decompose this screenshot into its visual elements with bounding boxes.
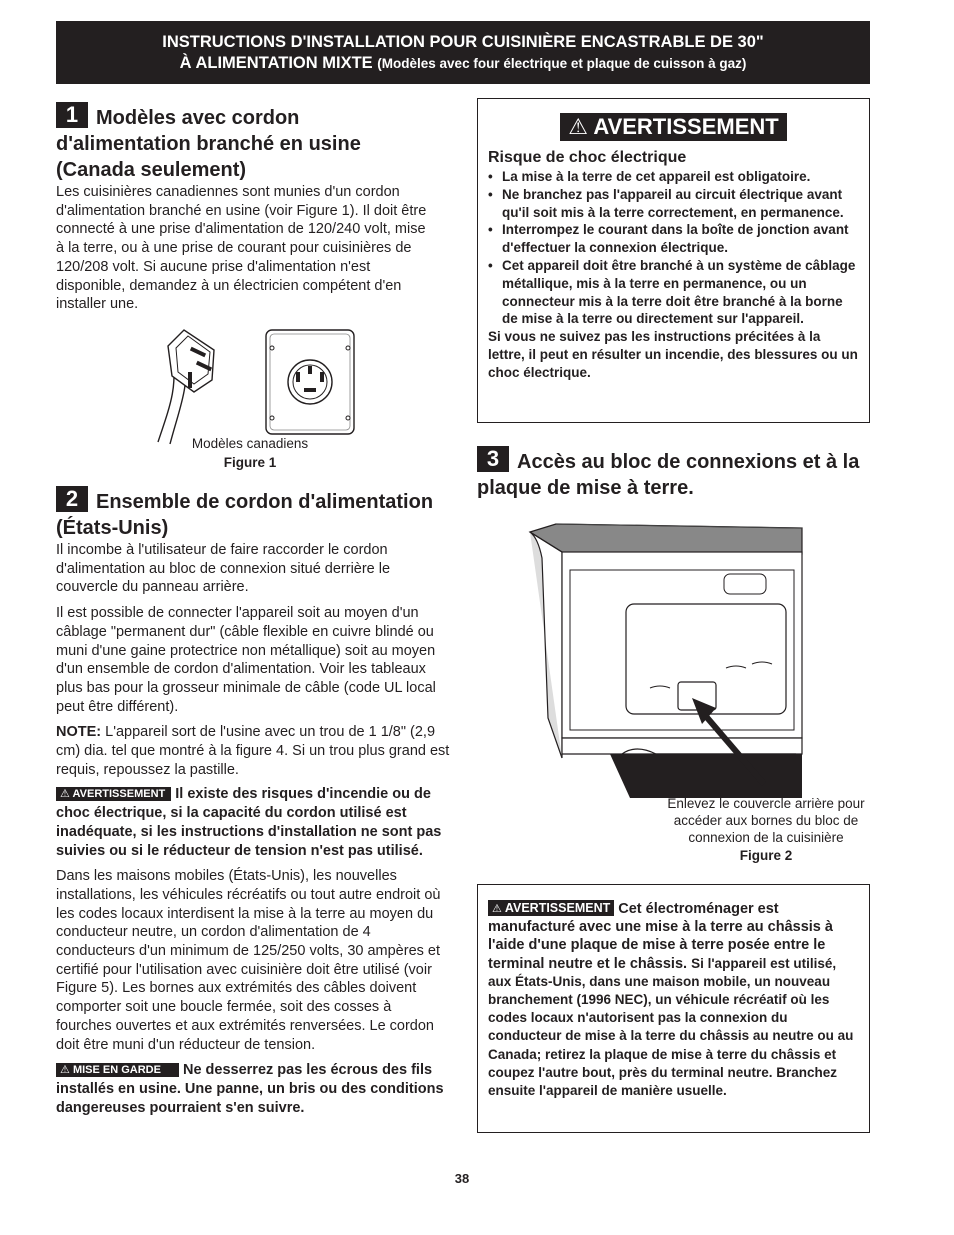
warning-triangle-icon: ⚠ — [60, 788, 70, 801]
section-3-number: 3 — [477, 446, 509, 472]
section-2 — [56, 486, 450, 1117]
section-3 — [477, 446, 869, 501]
section-2-caution — [56, 1061, 450, 1117]
section-2-number: 2 — [56, 486, 88, 512]
range-rear-view-icon — [526, 518, 808, 798]
section-1-heading — [56, 102, 436, 183]
section-2-note — [56, 723, 450, 779]
warning-bullet: • La mise à la terre de cet appareil est obligatoire. — [502, 168, 859, 186]
page-header — [56, 21, 870, 84]
figure-2-illustration — [526, 518, 808, 798]
section-2-title: Ensemble de cordon d'alimentation (États-Unis) — [56, 491, 434, 539]
warning-bullet: • Ne branchez pas l'appareil au circuit électrique avant qu'il soit mis à la terre correctement, en permanence. — [502, 186, 859, 222]
warning-bullet: • Interrompez le courant dans la boîte de jonction avant d'effectuer la connexion électrique. — [502, 221, 859, 257]
figure-1-caption: Figure 1 — [223, 455, 277, 470]
warning-heading: Risque de choc électrique — [488, 149, 687, 166]
section-3-heading — [477, 446, 869, 501]
ground-warning-text-2: Si l'appareil est utilisé, aux États-Unis, dans une maison mobile, un nouveau branchement (1996 NEC), un véhicule récréatif où les codes locaux n'autorisent pas la connexion du conducteur de mise à la terre du châssis au neutre ou au Canada; retirez la plaque de mise à terre du châssis et coupez l'autre bout, près du terminal neutre. Branchez ensuite l'appareil de manière usuelle. — [488, 955, 854, 1099]
section-1-title: Modèles avec cordon d'alimentation branché en usine (Canada seulement) — [56, 107, 361, 181]
ground-warning-badge-label: AVERTISSEMENT — [504, 901, 611, 915]
section-2-paragraph-2: Il est possible de connecter l'appareil soit au moyen d'un câblage "permanent dur" (câble flexible en cuivre blindé ou muni d'une gaine protectrice non métallique) soit au moyen d'un ensemble de cordon d'alimentation. Voir les tableaux plus bas pour la grosseur minimale de câble (code UL local peut être différent). — [56, 605, 436, 715]
ground-warning-box — [477, 884, 870, 1133]
section-1 — [56, 102, 436, 314]
section-1-body: Les cuisinières canadiennes sont munies d'un cordon d'alimentation branché en usine (voir Figure 1). Il doit être connecté à une prise d'alimentation de 120/240 volt, mise à la terre, ou à une prise de courant pour cuisinières de 120/208 volt. Si aucune prise d'alimentation n'est disponible, demandez à un électricien compétent d'en installer une. — [56, 184, 427, 313]
figure-1-label: Modèles canadiens — [191, 436, 309, 451]
warning-banner-label: AVERTISSEMENT — [593, 114, 779, 139]
plug-and-outlet-icon — [150, 326, 360, 446]
figure-2-label: Enlevez le couvercle arrière pour accéder aux bornes du bloc de connexion de la cuisinière — [667, 796, 865, 845]
figure-1-illustration — [150, 326, 360, 446]
caution-badge-label: MISE EN GARDE — [72, 1064, 161, 1077]
warning-banner-wrap — [488, 113, 859, 141]
ground-warning-triangle-icon: ⚠ — [492, 903, 502, 915]
warning-footer: Si vous ne suivez pas les instructions précitées à la lettre, il peut en résulter un incendie, des blessures ou un choc électrique. — [488, 329, 858, 380]
section-1-number: 1 — [56, 102, 88, 128]
ground-warning-text — [488, 900, 859, 1100]
warning-badge — [56, 787, 171, 801]
warning-bullet: • Cet appareil doit être branché à un système de câblage métallique, mis à la terre en permanence, ou un connecteur mis à la terre doit être branché à la borne de mise à la terre ou directement sur l'appareil. — [502, 257, 859, 328]
caution-triangle-icon: ⚠ — [60, 1064, 70, 1077]
header-line2-main: À ALIMENTATION MIXTE — [179, 54, 373, 72]
warning-banner — [560, 113, 786, 141]
warning-bullet-list — [488, 168, 859, 328]
header-line1: INSTRUCTIONS D'INSTALLATION POUR CUISINIÈRE ENCASTRABLE DE 30" — [162, 33, 764, 51]
header-line2 — [56, 52, 870, 75]
section-3-title: Accès au bloc de connexions et à la plaque de mise à terre. — [477, 451, 860, 499]
section-2-paragraph-1: Il incombe à l'utilisateur de faire raccorder le cordon d'alimentation au bloc de connexion situé derrière le couvercle du panneau arrière. — [56, 542, 391, 596]
note-text: L'appareil sort de l'usine avec un trou de 1 1/8" (2,9 cm) dia. tel que montré à la figure 4. Si un trou plus grand est requis, repoussez la pastille. — [56, 724, 450, 778]
section-2-paragraph-3: Dans les maisons mobiles (États-Unis), les nouvelles installations, les véhicules récréatifs ou tout autre endroit où les codes locaux interdisent la mise à la terre au moyen du conducteur neutre, un cordon d'alimentation de 4 conducteurs d'un minimum de 125/250 volts, 30 ampères et certifié pour l'utilisation avec cuisinière doit être utilisé (voir Figure 5). Les bornes aux extrémités des câbles doivent comporter soit une boucle fermée, soit des cosses à fourches ouvertes et aux extrémités renversées. Le cordon doit être muni d'un réducteur de tension. — [56, 868, 441, 1053]
warning-banner-icon: ⚠ — [568, 114, 589, 139]
section-2-warning — [56, 785, 450, 860]
ground-warning-text-1: Cet électroménager est manufacturé avec une mise à la terre au châssis à l'aide d'une plaque de mise à terre posée entre le terminal neutre et le châssis. — [488, 901, 833, 972]
figure-2-caption: Figure 2 — [739, 848, 793, 863]
note-label: NOTE: — [56, 724, 102, 741]
section-2-heading — [56, 486, 450, 541]
ground-warning-badge — [488, 900, 614, 916]
warning-text: Il existe des risques d'incendie ou de choc électrique, si la capacité du cordon utilisé est inadéquate, si les instructions d'installation ne sont pas suivies ou si le réducteur de tension n'est pas utilisé. — [56, 786, 442, 859]
electric-shock-warning-box — [477, 98, 870, 423]
header-line2-sub: (Modèles avec four électrique et plaque de cuisson à gaz) — [377, 56, 747, 71]
caution-badge — [56, 1063, 179, 1077]
warning-badge-label: AVERTISSEMENT — [72, 788, 166, 801]
page-number: 38 — [454, 1171, 470, 1186]
caution-text: Ne desserrez pas les écrous des fils installés en usine. Une panne, un bris ou des conditions dangereuses pourraient s'en suivre. — [56, 1062, 444, 1116]
